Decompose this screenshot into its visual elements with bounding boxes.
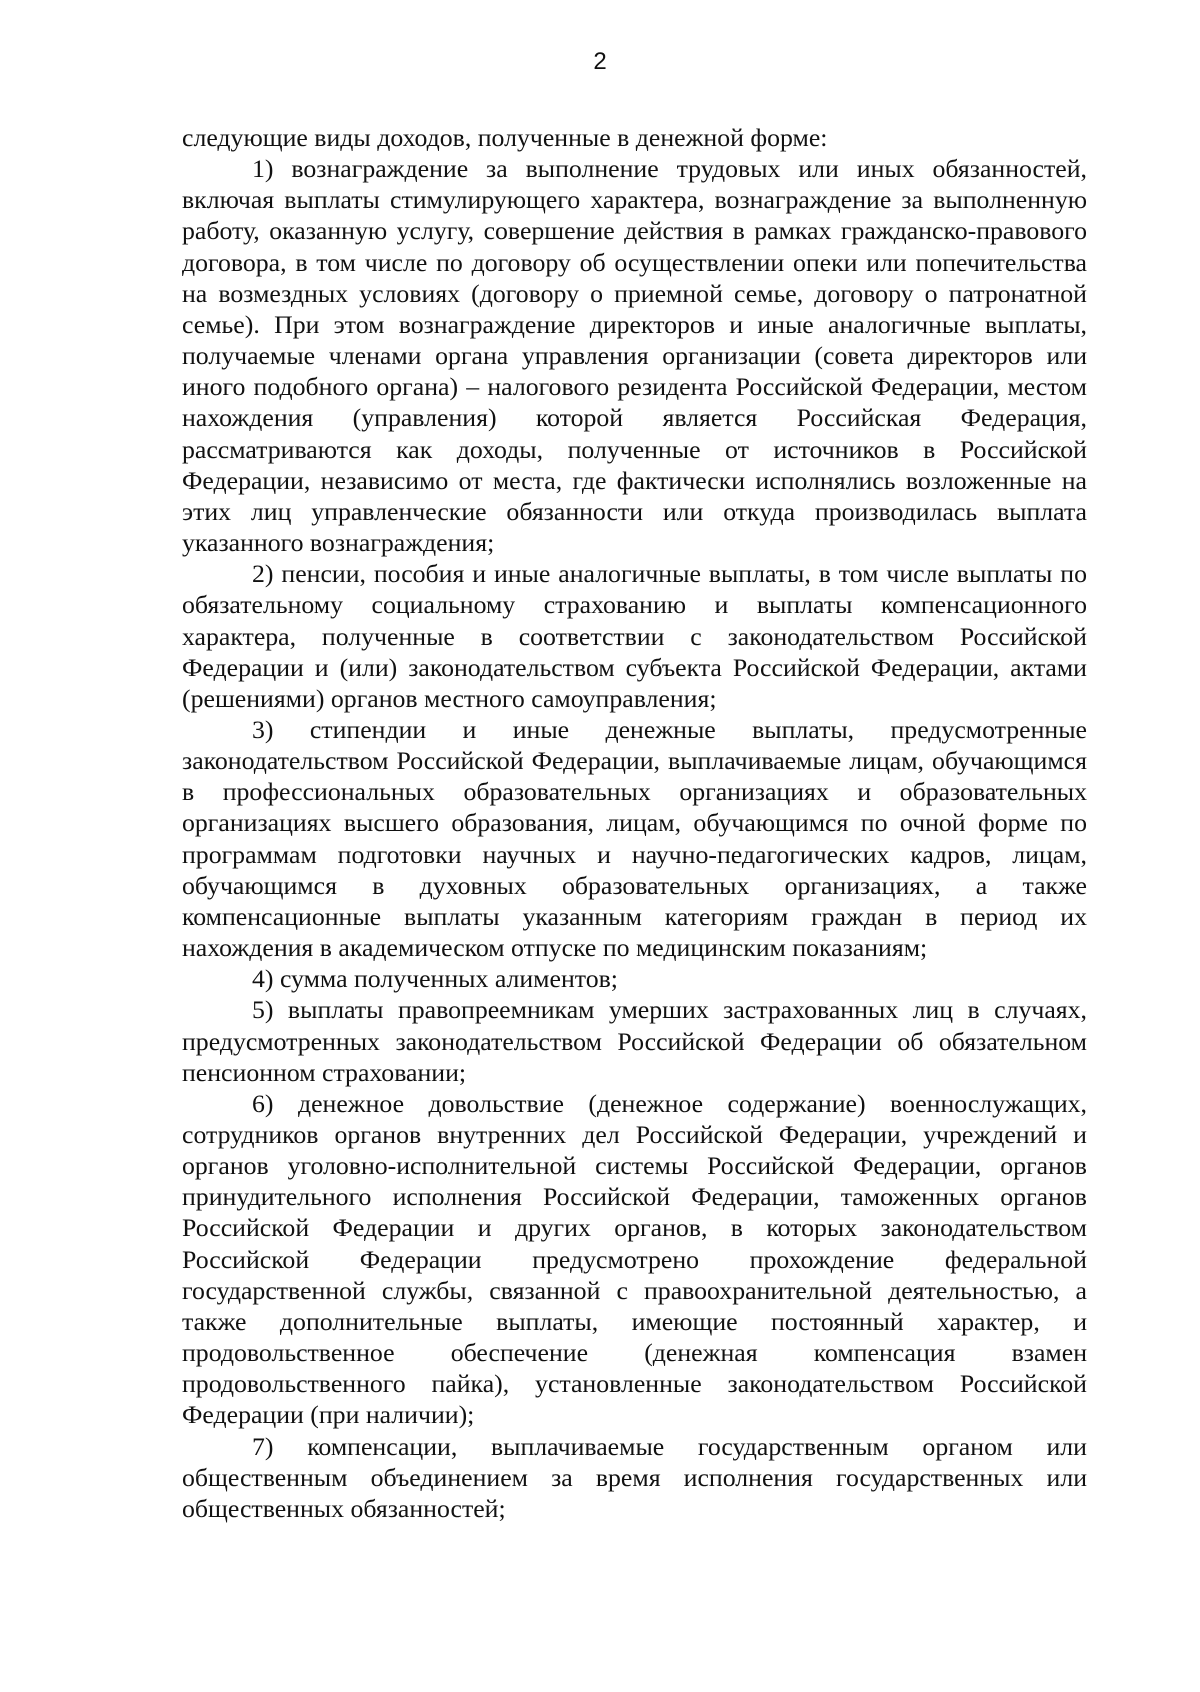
list-item-4: 4) сумма полученных алиментов; [252,964,618,994]
list-item-6: 6) денежное довольствие (денежное содержание) военнослужащих, сотрудников органов внутренних дел Российской Федерации, учреждений и органов уголовно-исполнительной системы Российской Федерации, органов принудительного исполнения Российской Федерации, таможенных органов Российской Федерации и других органов, в которых законодательством Российской Федерации предусмотрено прохождение федеральной государственной службы, связанной с правоохранительной деятельностью, а также дополнительные выплаты, имеющие постоянный характер, и продовольственное обеспечение (денежная компенсация взамен продовольственного пайка), установленные законодательством Российской Федерации (при наличии); [182,1088,1087,1430]
list-item-7: 7) компенсации, выплачиваемые государственным органом или общественным объединением за время исполнения государственных или общественных обязанностей; [182,1431,1087,1523]
list-item-5: 5) выплаты правопреемникам умерших застрахованных лиц в случаях, предусмотренных законодательством Российской Федерации об обязательном пенсионном страховании; [182,995,1087,1087]
list-item-3: 3) стипендии и иные денежные выплаты, предусмотренные законодательством Российской Федерации, выплачиваемые лицам, обучающимся в профессиональных образовательных организациях и образовательных организациях высшего образования, лицам, обучающимся по очной форме по программам подготовки научных и научно-педагогических кадров, лицам, обучающимся в духовных образовательных организациях, а также компенсационные выплаты указанным категориям граждан в период их нахождения в академическом отпуске по медицинским показаниям; [182,714,1087,963]
list-item-2: 2) пенсии, пособия и иные аналогичные выплаты, в том числе выплаты по обязательному социальному страхованию и выплаты компенсационного характера, полученные в соответствии с законодательством Российской Федерации и (или) законодательством субъекта Российской Федерации, актами (решениями) органов местного самоуправления; [182,559,1087,713]
page-number: 2 [593,48,607,75]
list-item-1: 1) вознаграждение за выполнение трудовых или иных обязанностей, включая выплаты стимулирующего характера, вознаграждение за выполненную работу, оказанную услугу, совершение действия в рамках гражданско-правового договора, в том числе по договору об осуществлении опеки или попечительства на возмездных условиях (договору о приемной семье, договору о патронатной семье). При этом вознаграждение директоров и иные аналогичные выплаты, получаемые членами органа управления организации (совета директоров или иного подобного органа) – налогового резидента Российской Федерации, местом нахождения (управления) которой является Российская Федерация, рассматриваются как доходы, полученные от источников в Российской Федерации, независимо от места, где фактически исполнялись возложенные на этих лиц управленческие обязанности или откуда производилась выплата указанного вознаграждения; [182,154,1087,558]
document-body [182,122,1087,1524]
intro-paragraph: следующие виды доходов, полученные в денежной форме: [182,123,828,152]
